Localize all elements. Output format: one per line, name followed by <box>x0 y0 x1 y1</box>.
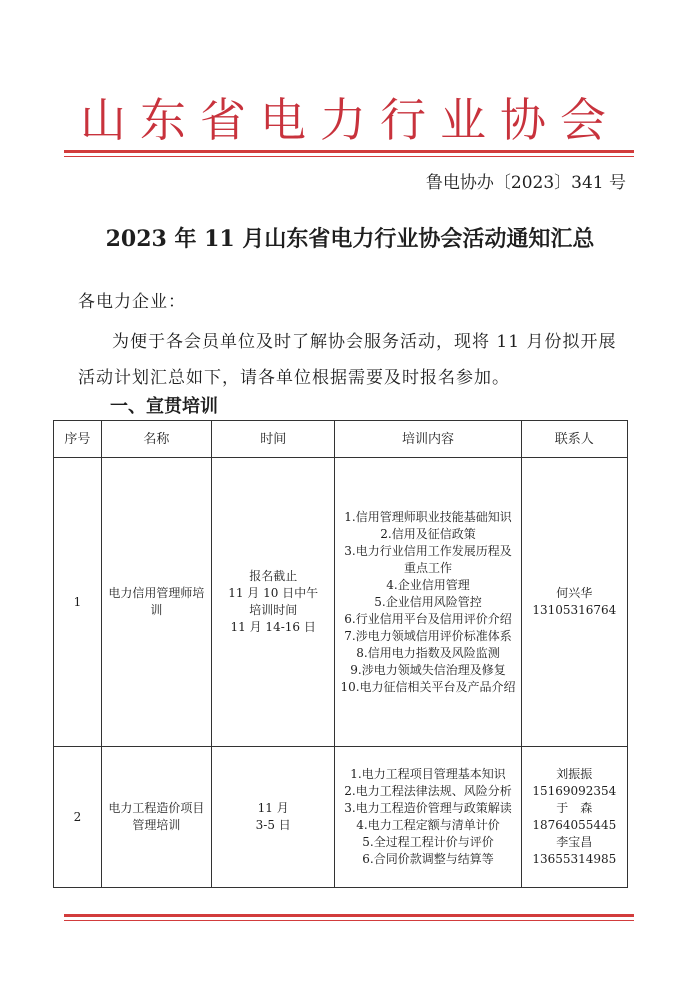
section-heading-training: 一、宣贯培训 <box>110 396 218 417</box>
training-content <box>335 747 521 888</box>
header-rule-thin <box>64 156 634 157</box>
contact-phone: 18764055445 <box>532 818 617 832</box>
training-content <box>335 458 521 747</box>
time-line: 培训时间 <box>249 603 298 617</box>
content-item: 8.信用电力指数及风险监测 <box>356 645 500 660</box>
training-contact <box>521 747 627 888</box>
training-name: 电力信用管理师培训 <box>101 458 211 747</box>
footer-rule-thick <box>64 914 634 917</box>
salutation: 各电力企业： <box>78 292 186 312</box>
content-item: 9.涉电力领域失信治理及修复 <box>350 662 506 677</box>
content-item: 6.行业信用平台及信用评价介绍 <box>344 611 512 626</box>
contact-name: 何兴华 <box>556 586 593 600</box>
content-item: 2.信用及征信政策 <box>380 526 476 541</box>
table-header-row <box>54 421 628 458</box>
body-paragraph: 为便于各会员单位及时了解协会服务活动，现将 11 月份拟开展活动计划汇总如下，请各单位根据需要及时报名参加。 <box>78 332 617 388</box>
contact-name: 于 森 <box>556 801 593 815</box>
header-rule-thick <box>64 150 634 153</box>
content-item: 2.电力工程法律法规、风险分析 <box>344 784 512 798</box>
header-content: 培训内容 <box>335 421 521 458</box>
document-title: 2023 年 11 月山东省电力行业协会活动通知汇总 <box>105 226 595 252</box>
content-item: 5.全过程工程计价与评价 <box>362 835 494 849</box>
time-line: 11 月 14-16 日 <box>230 620 316 634</box>
header-number: 序号 <box>54 421 102 458</box>
header-time: 时间 <box>212 421 335 458</box>
contact-name: 李宝昌 <box>556 835 593 849</box>
table-row <box>54 747 628 888</box>
time-line: 11 月 10 日中午 <box>228 586 319 600</box>
content-item: 4.电力工程定额与清单计价 <box>356 818 500 832</box>
training-time <box>212 747 335 888</box>
content-item: 5.企业信用风险管控 <box>374 594 482 609</box>
content-item: 1.电力工程项目管理基本知识 <box>350 767 506 781</box>
organization-title: 山东省电力行业协会 <box>80 93 620 147</box>
document-number: 鲁电协办〔2023〕341 号 <box>425 173 626 193</box>
training-name: 电力工程造价项目管理培训 <box>101 747 211 888</box>
content-item: 3.电力行业信用工作发展历程及重点工作 <box>344 543 512 575</box>
footer-rule-thin <box>64 920 634 921</box>
row-number: 1 <box>54 458 102 747</box>
content-item: 6.合同价款调整与结算等 <box>362 852 494 866</box>
training-time <box>212 458 335 747</box>
header-name: 名称 <box>101 421 211 458</box>
contact-name: 刘振振 <box>556 767 593 781</box>
time-line: 11 月 <box>257 801 289 815</box>
content-item: 10.电力征信相关平台及产品介绍 <box>340 679 516 694</box>
contact-phone: 13105316764 <box>532 603 617 617</box>
row-number: 2 <box>54 747 102 888</box>
content-item: 3.电力工程造价管理与政策解读 <box>344 801 512 815</box>
training-table <box>53 420 628 888</box>
table-row <box>54 458 628 747</box>
contact-phone: 15169092354 <box>532 784 617 798</box>
content-item: 7.涉电力领域信用评价标准体系 <box>344 628 512 643</box>
content-item: 4.企业信用管理 <box>386 577 470 592</box>
contact-phone: 13655314985 <box>532 852 617 866</box>
header-contact: 联系人 <box>521 421 627 458</box>
training-contact <box>521 458 627 747</box>
content-item: 1.信用管理师职业技能基础知识 <box>344 509 512 524</box>
time-line: 报名截止 <box>249 569 298 583</box>
time-line: 3-5 日 <box>255 818 291 832</box>
